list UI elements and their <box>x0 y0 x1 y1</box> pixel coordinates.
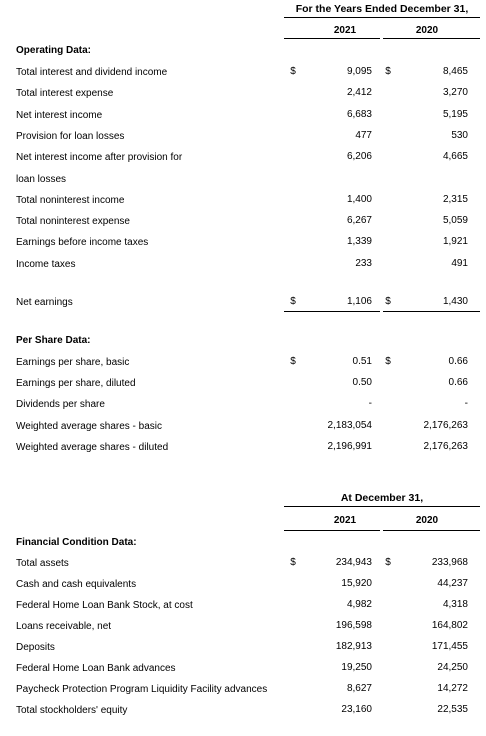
per-share-row-dollar-2020: $ <box>385 356 391 367</box>
heading-underline <box>284 17 480 18</box>
per-share-row-value-2021: 0.50 <box>352 377 372 389</box>
financial-row-value-2021: 196,598 <box>335 620 372 631</box>
net-earnings-underline-2021 <box>284 311 380 312</box>
financial-row-value-2020: 44,237 <box>437 578 468 589</box>
operating-row-value-2021: 6,683 <box>346 108 372 120</box>
operating-row-value-2021: 2,412 <box>346 87 372 99</box>
financial-row-value-2021: 19,250 <box>341 662 372 673</box>
per-share-row-dollar-2021: $ <box>290 356 296 367</box>
financial-row-label: Total assets <box>16 558 69 569</box>
bottom-column-heading: At December 31, <box>340 492 424 504</box>
bottom-year-2021-header: 2021 <box>333 515 357 526</box>
financial-row-label: Deposits <box>16 642 55 653</box>
financial-row-value-2021: 182,913 <box>335 641 372 652</box>
operating-row-value-2020: 491 <box>451 257 468 269</box>
financial-row-label: Paycheck Protection Program Liquidity Facility advances <box>16 684 268 695</box>
operating-row-value-2020: 5,195 <box>442 108 468 120</box>
per-share-row-value-2021: 2,183,054 <box>327 419 372 431</box>
financial-row-value-2020: 4,318 <box>442 599 468 610</box>
bottom-year-underline-2020 <box>383 530 480 531</box>
financial-row-value-2021: 15,920 <box>341 578 372 589</box>
operating-row-value-2021: 477 <box>355 129 372 141</box>
per-share-row-value-2020: 2,176,263 <box>423 419 468 431</box>
operating-row-value-2021: 1,400 <box>346 193 372 205</box>
per-share-row-value-2021: 2,196,991 <box>327 440 372 452</box>
financial-condition-title: Financial Condition Data: <box>16 537 137 548</box>
per-share-row-label: Weighted average shares - diluted <box>16 441 169 453</box>
per-share-row-label: Earnings per share, basic <box>16 357 130 368</box>
per-share-row-value-2021: - <box>368 398 372 410</box>
operating-row-dollar-2021: $ <box>290 66 296 77</box>
bottom-heading-underline <box>284 506 480 507</box>
financial-row-label: Loans receivable, net <box>16 621 112 632</box>
financial-row-value-2020: 233,968 <box>431 557 468 568</box>
operating-row-value-2020: 530 <box>451 129 468 141</box>
operating-row-value-2020: 4,665 <box>442 151 468 163</box>
bottom-year-underline-2021 <box>284 530 380 531</box>
bottom-year-2020-header: 2020 <box>415 515 439 526</box>
net-earnings-label: Net earnings <box>16 297 73 308</box>
operating-row-label: loan losses <box>16 173 67 185</box>
operating-row-label: Net interest income <box>16 109 103 121</box>
operating-row-label: Total interest expense <box>16 88 114 100</box>
operating-row-value-2020: 1,921 <box>442 236 468 248</box>
operating-row-value-2021: 6,206 <box>346 151 372 163</box>
operating-row-value-2021: 233 <box>355 257 372 269</box>
per-share-data-title: Per Share Data: <box>16 335 91 346</box>
financial-row-label: Cash and cash equivalents <box>16 579 137 590</box>
net-earnings-dollar-2021: $ <box>290 296 296 307</box>
financial-row-value-2020: 24,250 <box>437 662 468 673</box>
financial-row-label: Federal Home Loan Bank advances <box>16 663 176 674</box>
operating-row-value-2021: 9,095 <box>346 66 372 77</box>
financial-row-dollar-2020: $ <box>385 557 391 568</box>
per-share-row-value-2020: - <box>464 398 468 410</box>
operating-row-label: Total noninterest expense <box>16 216 130 228</box>
top-column-heading: For the Years Ended December 31, <box>295 3 469 15</box>
operating-row-label: Total noninterest income <box>16 194 125 206</box>
year-2020-header: 2020 <box>415 25 439 36</box>
per-share-row-value-2020: 0.66 <box>448 377 468 389</box>
net-earnings-dollar-2020: $ <box>385 296 391 307</box>
operating-row-value-2021: 1,339 <box>346 236 372 248</box>
per-share-row-value-2020: 0.66 <box>448 356 468 367</box>
financial-row-label: Total stockholders' equity <box>16 705 128 716</box>
financial-row-value-2020: 14,272 <box>437 683 468 694</box>
operating-data-title: Operating Data: <box>16 45 92 56</box>
operating-row-value-2021: 6,267 <box>346 215 372 227</box>
operating-row-value-2020: 8,465 <box>442 66 468 77</box>
financial-row-value-2021: 4,982 <box>346 599 372 610</box>
financial-row-dollar-2021: $ <box>290 557 296 568</box>
financial-row-label: Federal Home Loan Bank Stock, at cost <box>16 600 193 611</box>
operating-row-label: Income taxes <box>16 258 76 270</box>
operating-row-label: Total interest and dividend income <box>16 67 168 78</box>
operating-row-label: Earnings before income taxes <box>16 237 149 249</box>
operating-row-dollar-2020: $ <box>385 66 391 77</box>
financial-row-value-2020: 164,802 <box>431 620 468 631</box>
year-underline-2021 <box>284 38 380 39</box>
financial-row-value-2021: 23,160 <box>341 704 372 715</box>
per-share-row-value-2020: 2,176,263 <box>423 440 468 452</box>
financial-row-value-2020: 171,455 <box>431 641 468 652</box>
operating-row-value-2020: 3,270 <box>442 87 468 99</box>
per-share-row-label: Earnings per share, diluted <box>16 378 136 390</box>
operating-row-label: Provision for loan losses <box>16 130 125 142</box>
year-underline-2020 <box>383 38 480 39</box>
financial-row-value-2020: 22,535 <box>437 704 468 715</box>
financial-row-value-2021: 8,627 <box>346 683 372 694</box>
operating-row-value-2020: 2,315 <box>442 193 468 205</box>
year-2021-header: 2021 <box>333 25 357 36</box>
per-share-row-value-2021: 0.51 <box>352 356 372 367</box>
operating-row-label: Net interest income after provision for <box>16 152 183 164</box>
net-earnings-2021: 1,106 <box>346 296 372 307</box>
operating-row-value-2020: 5,059 <box>442 215 468 227</box>
net-earnings-2020: 1,430 <box>442 296 468 307</box>
per-share-row-label: Dividends per share <box>16 399 105 411</box>
per-share-row-label: Weighted average shares - basic <box>16 420 163 432</box>
net-earnings-underline-2020 <box>383 311 480 312</box>
financial-row-value-2021: 234,943 <box>335 557 372 568</box>
